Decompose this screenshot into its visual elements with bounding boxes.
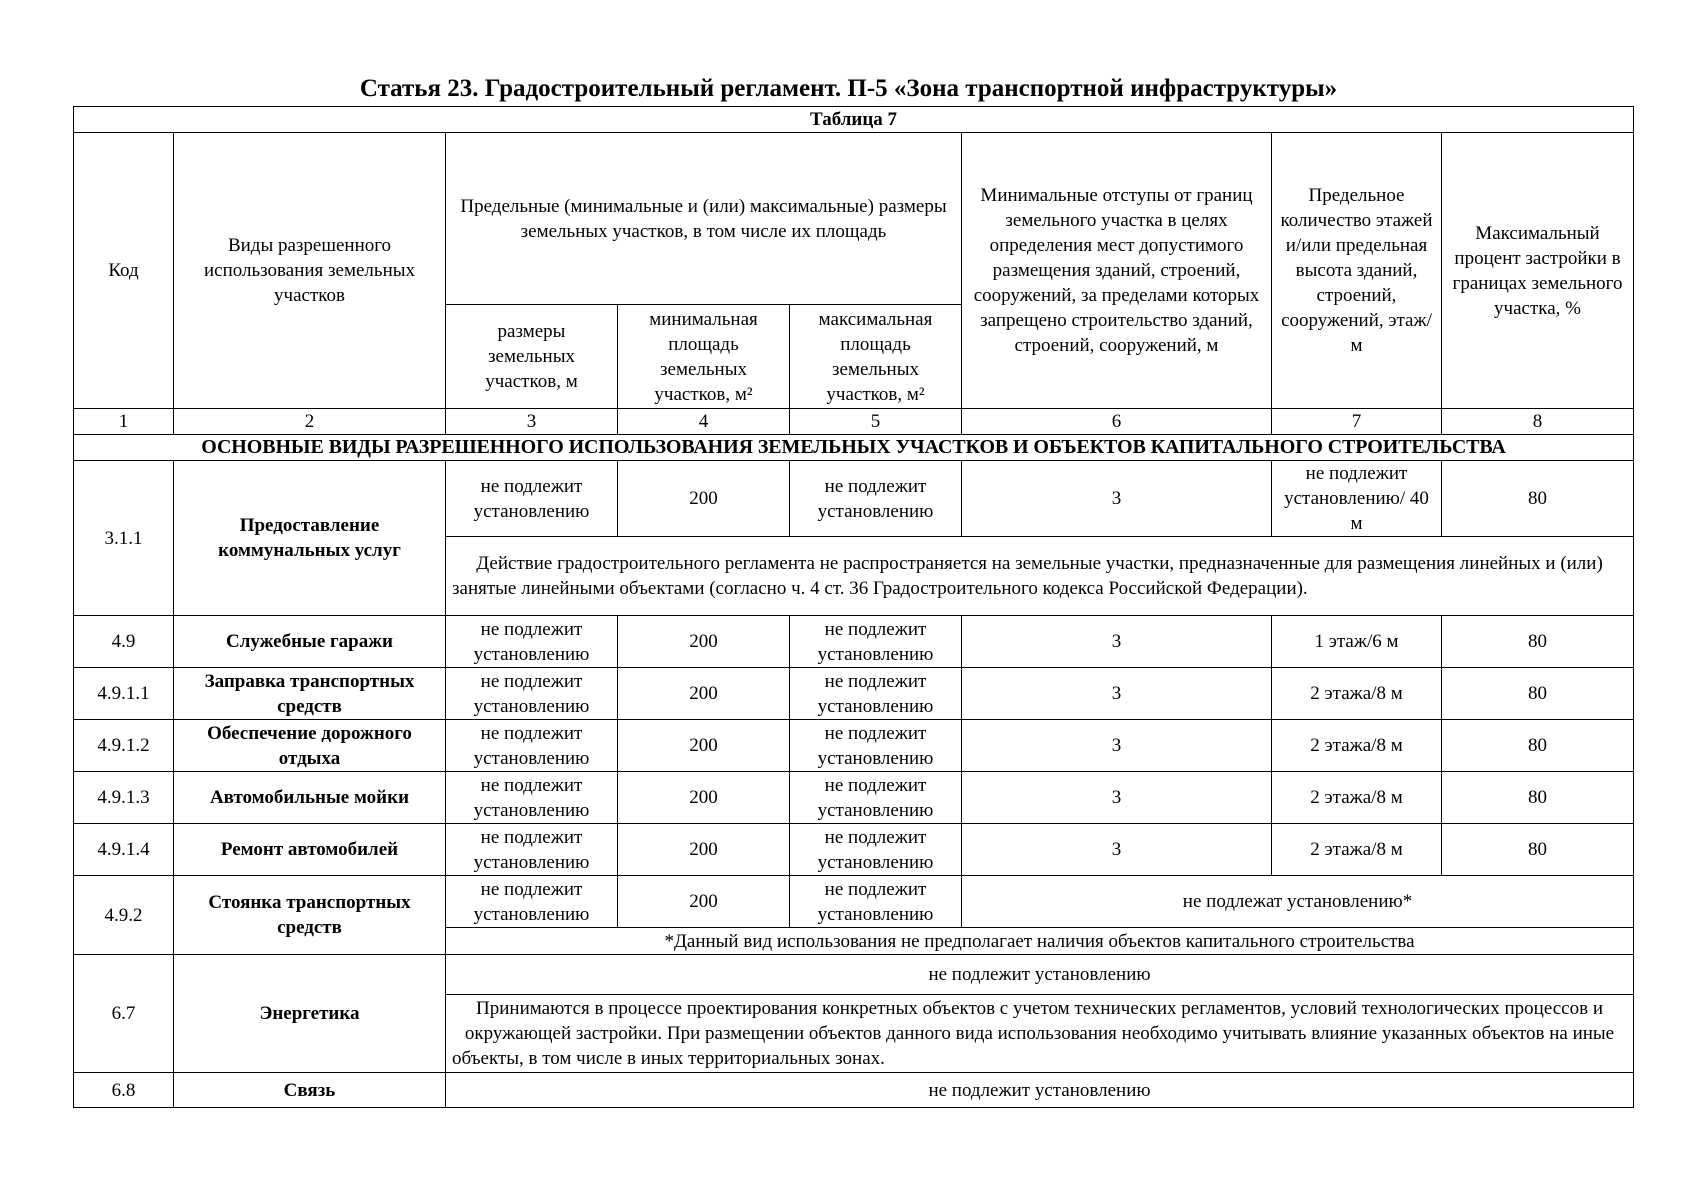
row-setbacks: 3 <box>962 461 1272 537</box>
column-number: 8 <box>1442 409 1634 435</box>
table-row <box>74 668 1634 720</box>
row-name: Автомобильные мойки <box>174 772 446 824</box>
column-number: 6 <box>962 409 1272 435</box>
header-use-type: Виды разрешенного использования земельных участков <box>174 133 446 409</box>
column-number: 5 <box>790 409 962 435</box>
row-floors: 2 этажа/8 м <box>1272 668 1442 720</box>
row-max-area: не подлежит установлению <box>790 461 962 537</box>
table-row <box>74 720 1634 772</box>
header-setbacks: Минимальные отступы от границ земельного участка в целях определения мест допустимого размещения зданий, строений, сооружений, за пределами которых запрещено строительство зданий, строений, сооружений, м <box>962 133 1272 409</box>
table-row <box>74 955 1634 995</box>
row-code: 4.9 <box>74 616 174 668</box>
row-max-area: не подлежит установлению <box>790 876 962 928</box>
table-row <box>74 461 1634 537</box>
row-floors: не подлежит установлению/ 40 м <box>1272 461 1442 537</box>
table-row <box>74 772 1634 824</box>
row-name: Ремонт автомобилей <box>174 824 446 876</box>
row-code: 4.9.1.1 <box>74 668 174 720</box>
row-max-area: не подлежит установлению <box>790 824 962 876</box>
row-max-area: не подлежит установлению <box>790 668 962 720</box>
header-coverage: Максимальный процент застройки в границах земельного участка, % <box>1442 133 1634 409</box>
row-name: Связь <box>174 1073 446 1108</box>
row-setbacks: 3 <box>962 720 1272 772</box>
row-min-area: 200 <box>618 772 790 824</box>
table-row <box>74 824 1634 876</box>
row-coverage: 80 <box>1442 772 1634 824</box>
section-title: ОСНОВНЫЕ ВИДЫ РАЗРЕШЕННОГО ИСПОЛЬЗОВАНИЯ ЗЕМЕЛЬНЫХ УЧАСТКОВ И ОБЪЕКТОВ КАПИТАЛЬНОГО СТРОИТЕЛЬСТВА <box>74 435 1634 461</box>
row-min-area: 200 <box>618 461 790 537</box>
row-name: Служебные гаражи <box>174 616 446 668</box>
row-name: Заправка транспортных средств <box>174 668 446 720</box>
row-all-value: не подлежит установлению <box>446 1073 1634 1108</box>
row-coverage: 80 <box>1442 461 1634 537</box>
row-min-area: 200 <box>618 876 790 928</box>
row-code: 4.9.1.4 <box>74 824 174 876</box>
table-label: Таблица 7 <box>74 107 1634 133</box>
row-code: 6.8 <box>74 1073 174 1108</box>
column-number: 3 <box>446 409 618 435</box>
row-name: Энергетика <box>174 955 446 1073</box>
row-note: Принимаются в процессе проектирования конкретных объектов с учетом технических регламентов, условий технологических процессов и окружающей застройки. При размещении объектов данного вида использования необходимо учитывать влияние указанных объектов на иные объекты, в том числе в иных территориальных зонах. <box>446 995 1634 1073</box>
row-sizes: не подлежит установлению <box>446 461 618 537</box>
row-floors: 2 этажа/8 м <box>1272 772 1442 824</box>
row-sizes: не подлежит установлению <box>446 720 618 772</box>
row-max-area: не подлежит установлению <box>790 616 962 668</box>
row-code: 3.1.1 <box>74 461 174 616</box>
row-code: 4.9.1.2 <box>74 720 174 772</box>
header-limit-sizes: Предельные (минимальные и (или) максимальные) размеры земельных участков, в том числе их площадь <box>446 133 962 305</box>
row-floors: 2 этажа/8 м <box>1272 824 1442 876</box>
row-coverage: 80 <box>1442 616 1634 668</box>
row-floors: 1 этаж/6 м <box>1272 616 1442 668</box>
row-name: Стоянка транспортных средств <box>174 876 446 955</box>
header-code: Код <box>74 133 174 409</box>
column-number: 2 <box>174 409 446 435</box>
row-setbacks: 3 <box>962 824 1272 876</box>
row-setbacks: 3 <box>962 772 1272 824</box>
regulation-table <box>73 106 1634 1108</box>
row-setbacks: 3 <box>962 668 1272 720</box>
column-number: 7 <box>1272 409 1442 435</box>
table-row <box>74 616 1634 668</box>
row-floors: 2 этажа/8 м <box>1272 720 1442 772</box>
row-min-area: 200 <box>618 616 790 668</box>
row-min-area: 200 <box>618 720 790 772</box>
header-sizes: размеры земельных участков, м <box>446 305 618 409</box>
row-sizes: не подлежит установлению <box>446 772 618 824</box>
row-coverage: 80 <box>1442 720 1634 772</box>
row-all-value: не подлежит установлению <box>446 955 1634 995</box>
column-number: 4 <box>618 409 790 435</box>
row-coverage: 80 <box>1442 668 1634 720</box>
column-number: 1 <box>74 409 174 435</box>
row-code: 4.9.1.3 <box>74 772 174 824</box>
row-setbacks: 3 <box>962 616 1272 668</box>
header-floors: Предельное количество этажей и/или предельная высота зданий, строений, сооружений, этаж/м <box>1272 133 1442 409</box>
table-row <box>74 1073 1634 1108</box>
row-name: Обеспечение дорожного отдыха <box>174 720 446 772</box>
row-min-area: 200 <box>618 824 790 876</box>
row-note: *Данный вид использования не предполагает наличия объектов капитального строительства <box>446 928 1634 955</box>
row-coverage: 80 <box>1442 824 1634 876</box>
row-sizes: не подлежит установлению <box>446 668 618 720</box>
header-min-area: минимальная площадь земельных участков, м² <box>618 305 790 409</box>
row-code: 6.7 <box>74 955 174 1073</box>
row-rest-value: не подлежат установлению* <box>962 876 1634 928</box>
row-sizes: не подлежит установлению <box>446 876 618 928</box>
header-max-area: максимальная площадь земельных участков, м² <box>790 305 962 409</box>
page-title: Статья 23. Градостроительный регламент. П-5 «Зона транспортной инфраструктуры» <box>359 75 1338 102</box>
row-note: Действие градостроительного регламента не распространяется на земельные участки, предназначенные для размещения линейных и (или) занятые линейными объектами (согласно ч. 4 ст. 36 Градостроительного кодекса Российской Федерации). <box>446 537 1634 616</box>
table-row <box>74 876 1634 928</box>
row-max-area: не подлежит установлению <box>790 720 962 772</box>
row-max-area: не подлежит установлению <box>790 772 962 824</box>
row-name: Предоставление коммунальных услуг <box>174 461 446 616</box>
row-code: 4.9.2 <box>74 876 174 955</box>
row-sizes: не подлежит установлению <box>446 824 618 876</box>
column-numbers-row <box>74 409 1634 435</box>
row-sizes: не подлежит установлению <box>446 616 618 668</box>
row-min-area: 200 <box>618 668 790 720</box>
